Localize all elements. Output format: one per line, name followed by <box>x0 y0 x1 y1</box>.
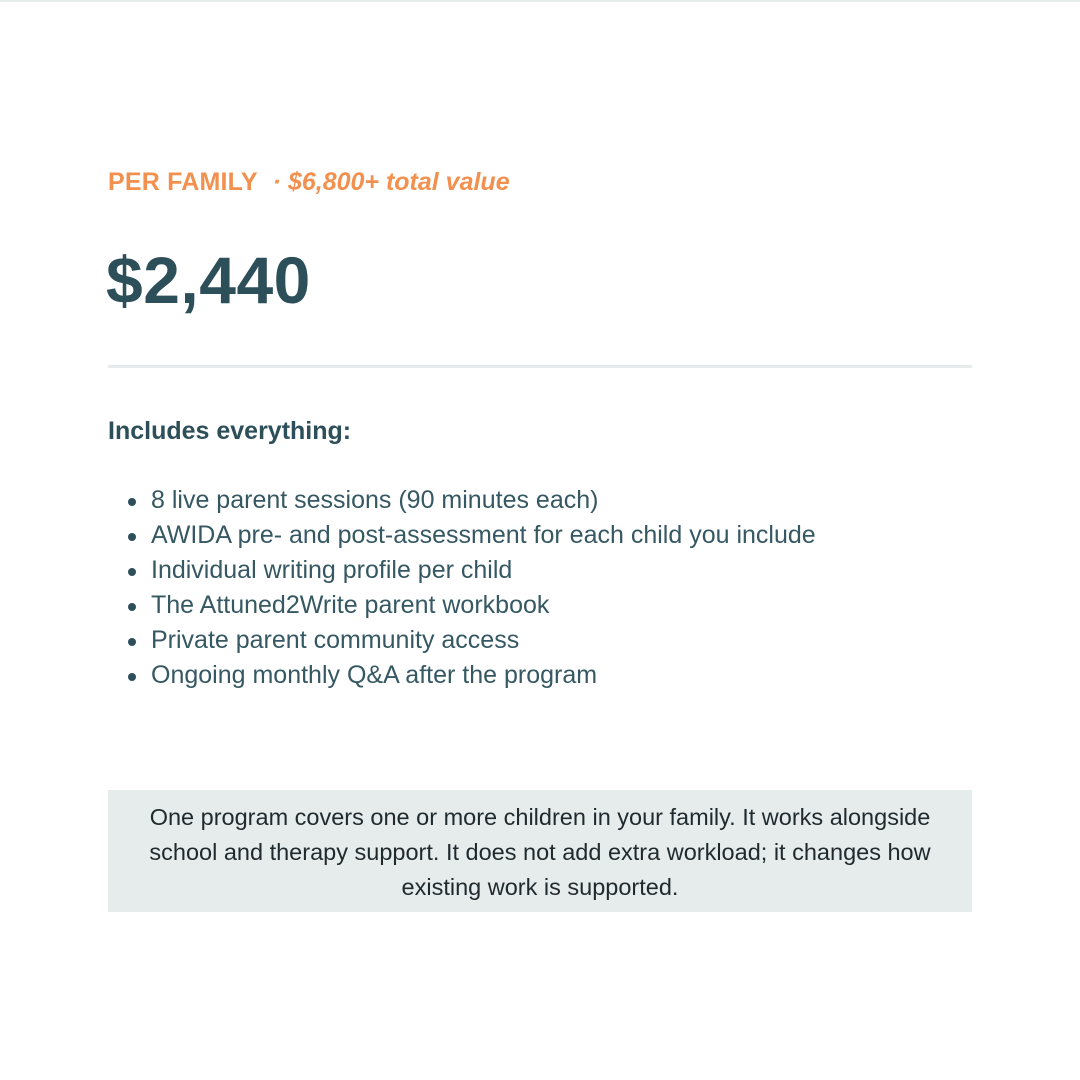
pricing-eyebrow <box>108 166 510 198</box>
feature-item: AWIDA pre- and post-assessment for each child you include <box>108 518 816 553</box>
feature-item: Private parent community access <box>108 623 816 658</box>
price: $2,440 <box>106 243 311 317</box>
includes-heading: Includes everything: <box>108 417 352 445</box>
feature-list <box>108 483 816 693</box>
divider <box>108 365 972 368</box>
note-text: One program covers one or more children in your family. It works alongside school and therapy support. It does not add extra workload; it changes how existing work is supported. <box>149 804 931 900</box>
per-family-label: PER FAMILY <box>108 168 258 196</box>
feature-item: The Attuned2Write parent workbook <box>108 588 816 623</box>
top-border <box>0 0 1080 2</box>
feature-item: 8 live parent sessions (90 minutes each) <box>108 483 816 518</box>
feature-item: Ongoing monthly Q&A after the program <box>108 658 816 693</box>
note-box <box>108 790 972 912</box>
total-value-note: · $6,800+ total value <box>272 168 510 196</box>
feature-item: Individual writing profile per child <box>108 553 816 588</box>
